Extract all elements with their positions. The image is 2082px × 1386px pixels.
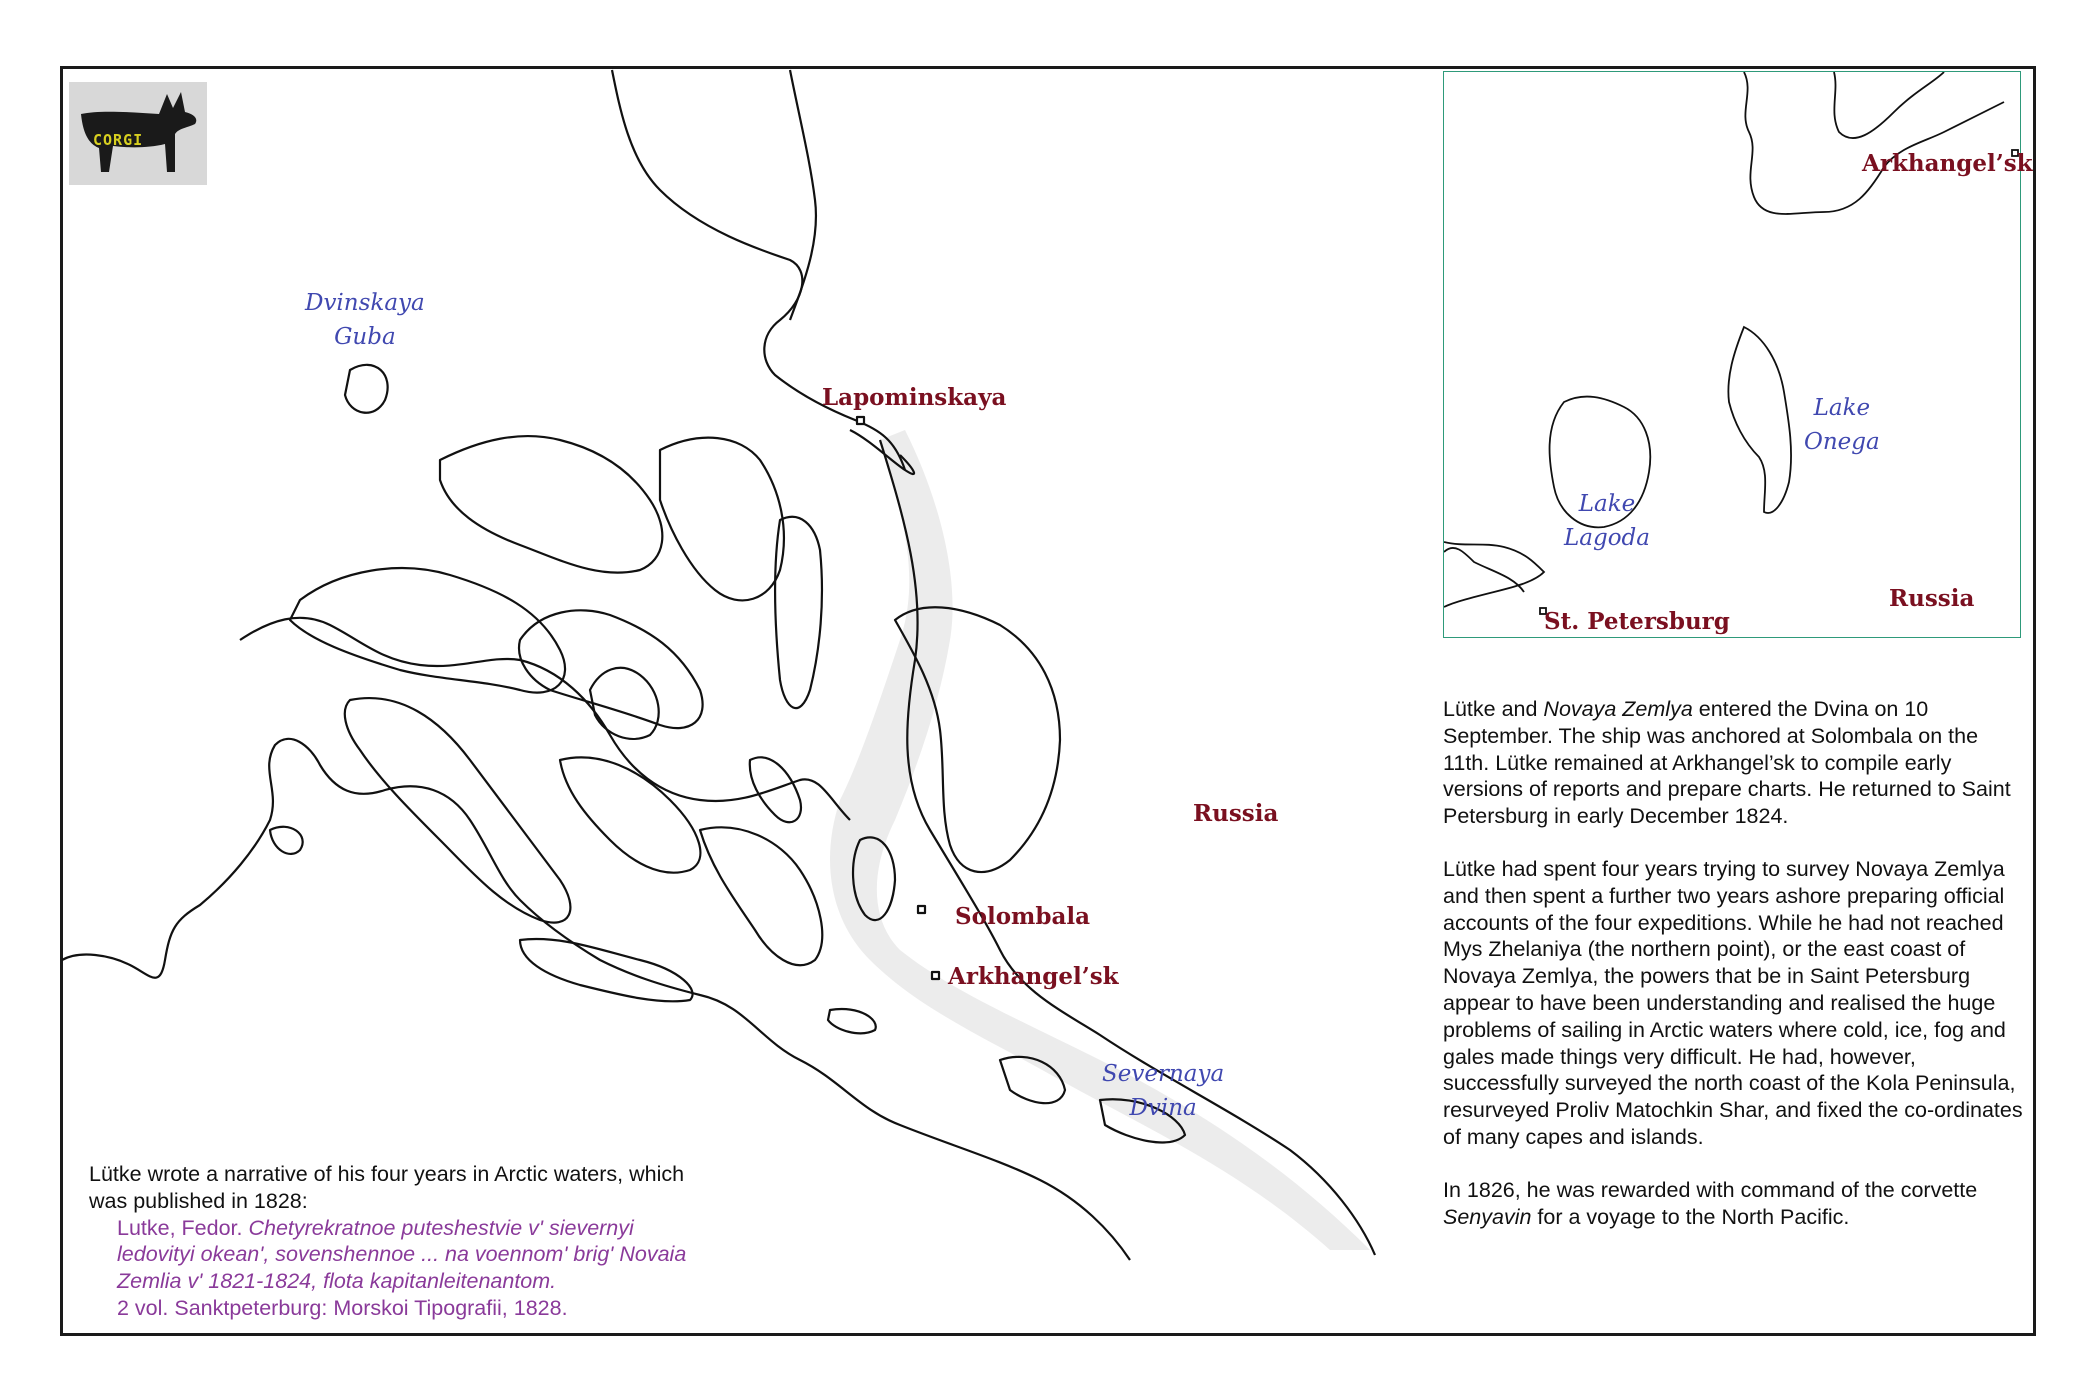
solombala-marker bbox=[918, 906, 925, 913]
inset-label-russia: Russia bbox=[1889, 585, 1975, 612]
inset-west-coast bbox=[1444, 548, 1524, 592]
delta-islet-13 bbox=[345, 365, 388, 413]
delta-island-8 bbox=[560, 757, 700, 872]
delta-island-9 bbox=[700, 827, 822, 965]
narrative-paragraph-2: Lütke had spent four years trying to survey Novaya Zemlya and then spent a further two years ashore preparing official accounts of the four expeditions. While he had not reached Mys Zhelaniya (the northern point), or the east coast of Novaya Zemlya, the powers that be in Saint Petersburg appear to have been understanding and realised the huge problems of sailing in Arctic waters where cold, ice, fog and gales made things very difficult. He had, however, successfully surveyed the north coast of the Kola Peninsula, resurveyed Proliv Matochkin Shar, and fixed the co-ordinates of many capes and islands. bbox=[1443, 856, 2023, 1149]
label-arkhangelsk: Arkhangel’sk bbox=[948, 963, 1119, 990]
bibliography-publication: 2 vol. Sanktpeterburg: Morskoi Tipografii, 1828. bbox=[117, 1295, 568, 1320]
lapominskaya-marker bbox=[857, 417, 864, 424]
delta-island-4 bbox=[440, 436, 662, 573]
label-russia-main: Russia bbox=[1193, 800, 1279, 827]
delta-island-12 bbox=[828, 1009, 876, 1033]
inset-map bbox=[1443, 71, 2033, 638]
delta-island-11 bbox=[520, 939, 693, 1001]
bibliography bbox=[89, 1161, 709, 1322]
narrative-paragraph-1: Lütke and Novaya Zemlya entered the Dvina on 10 September. The ship was anchored at Solombala on the 11th. Lütke remained at Arkhangel’sk to compile early versions of reports and prepare charts. He returned to Saint Petersburg in early December 1824. bbox=[1443, 697, 2011, 829]
delta-inner-coast bbox=[240, 618, 850, 820]
east-riverbank bbox=[880, 440, 1375, 1255]
narrative-paragraph-3: In 1826, he was rewarded with command of the corvette Senyavin for a voyage to the North Pacific. bbox=[1443, 1177, 1978, 1229]
delta-islet-14 bbox=[270, 827, 303, 854]
inset-label-arkhangelsk: Arkhangel’sk bbox=[1862, 150, 2033, 177]
inset-gulf-finland bbox=[1444, 542, 1544, 607]
delta-island-6 bbox=[775, 517, 822, 708]
inset-label-st-petersburg: St. Petersburg bbox=[1544, 608, 1730, 635]
label-solombala: Solombala bbox=[955, 903, 1090, 930]
north-east-coast bbox=[790, 70, 816, 320]
label-severnaya-dvina: Severnaya Dvina bbox=[1102, 1061, 1225, 1121]
delta-island-5 bbox=[660, 438, 784, 601]
corgi-logo bbox=[69, 82, 207, 185]
label-dvinskaya-guba: Dvinskaya Guba bbox=[305, 290, 425, 350]
inset-white-sea-coast bbox=[1744, 72, 2004, 214]
inset-label-lake-lagoda: Lake Lagoda bbox=[1564, 491, 1650, 551]
bibliography-intro: Lütke wrote a narrative of his four years in Arctic waters, which was published in 1828: bbox=[89, 1162, 685, 1213]
corgi-logo-text: CORGI bbox=[93, 131, 144, 149]
inset-onega-bay bbox=[1834, 72, 1944, 138]
arkhangelsk-marker bbox=[932, 972, 939, 979]
inset-label-lake-onega: Lake Onega bbox=[1804, 395, 1880, 455]
delta-island-3 bbox=[590, 668, 659, 739]
delta-island-7 bbox=[345, 698, 571, 923]
delta-island-1 bbox=[290, 568, 565, 692]
inset-lake-onega bbox=[1728, 327, 1791, 513]
narrative-text bbox=[1443, 696, 2023, 1256]
bibliography-citation: Lutke, Fedor. Chetyrekratnoe puteshestvie v' sievernyi ledovityi okean', sovenshennoe ... na voennom' brig' Novaia Zemlia v' 1821-1824, flota kapitanleitenantom. 2 vol. Sanktpeterburg: Morskoi Tipografii, 1828. bbox=[89, 1215, 709, 1322]
label-lapominskaya: Lapominskaya bbox=[822, 384, 1007, 411]
